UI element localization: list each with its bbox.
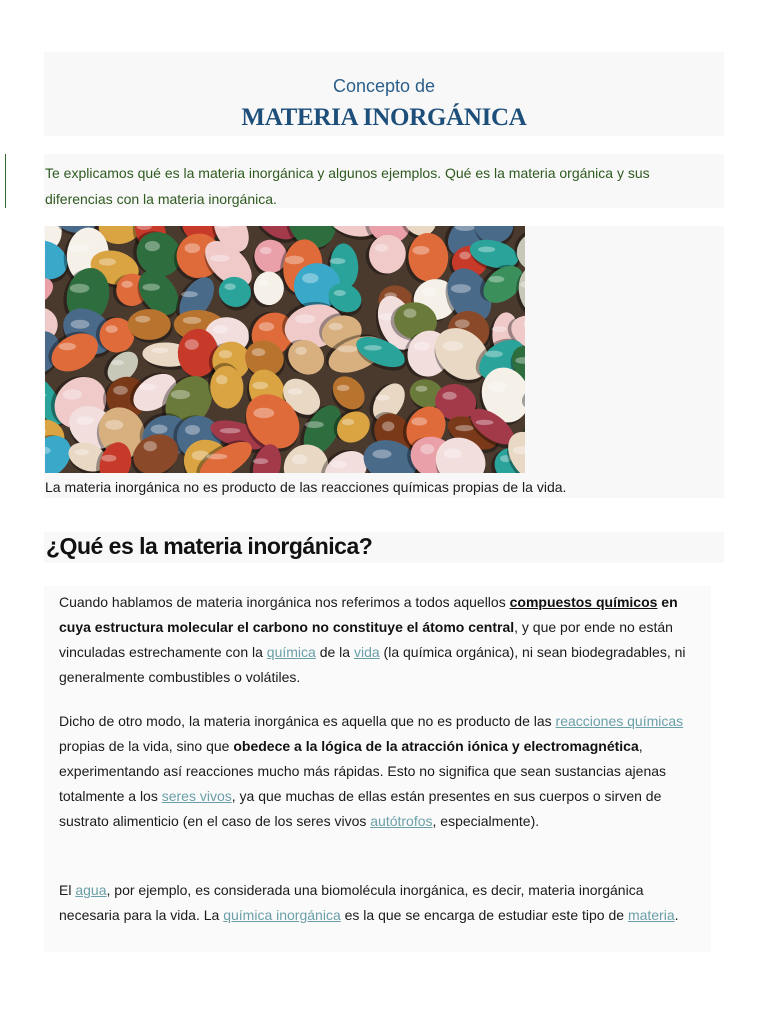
title-panel — [44, 52, 724, 136]
link-agua[interactable]: agua — [75, 882, 107, 898]
bold-text: obedece a la lógica de la atracción iónica y electromagnética — [233, 738, 639, 754]
text: El — [59, 882, 76, 898]
section-heading: ¿Qué es la materia inorgánica? — [46, 533, 373, 559]
paragraph-3 — [59, 878, 707, 928]
text: (la química orgánica), ni sean biodegradables, ni generalmente combustibles o volátiles. — [59, 644, 686, 685]
bold-text: en cuya estructura molecular el carbono no constituye el átomo central — [59, 594, 678, 635]
link-quimica-inorganica[interactable]: química inorgánica — [223, 907, 341, 923]
page-pretitle: Concepto de — [332, 76, 436, 96]
link-reacciones-quimicas[interactable]: reacciones químicas — [555, 713, 684, 729]
paragraph-1 — [59, 590, 707, 690]
link-vida[interactable]: vida — [353, 644, 380, 660]
text: , experimentando así reacciones mucho más rápidas. Esto no significa que sean sustancias ajenas totalmente a los — [59, 738, 667, 804]
stones-photo — [45, 226, 525, 473]
page-title: MATERIA INORGÁNICA — [241, 104, 527, 131]
bold-term: compuestos químicos — [509, 594, 658, 610]
text: Dicho de otro modo, la materia inorgánica es aquella que no es producto de las — [59, 713, 556, 729]
paragraph-2 — [59, 709, 707, 834]
text: de la — [315, 644, 354, 660]
text: , especialmente). — [432, 813, 540, 829]
text: , y que por ende no están vinculadas estrechamente con la — [59, 619, 673, 660]
link-autotrofos[interactable]: autótrofos — [370, 813, 433, 829]
text: . — [674, 907, 679, 923]
stones-image — [45, 226, 525, 473]
text: propias de la vida, sino que — [59, 738, 234, 754]
text: Cuando hablamos de materia inorgánica nos referimos a todos aquellos — [59, 594, 510, 610]
link-seres-vivos[interactable]: seres vivos — [161, 788, 232, 804]
text: , ya que muchas de ellas están presentes en sus cuerpos o sirven de sustrato alimenticio (en el caso de los seres vivos — [59, 788, 662, 829]
text: es la que se encarga de estudiar este tipo de — [340, 907, 628, 923]
link-materia[interactable]: materia — [627, 907, 675, 923]
quote-rule — [5, 154, 6, 208]
text: , por ejemplo, es considerada una biomolécula inorgánica, es decir, materia inorgánica necesaria para la vida. La — [59, 882, 644, 923]
link-quimica[interactable]: química — [266, 644, 316, 660]
intro-summary: Te explicamos qué es la materia inorgánica y algunos ejemplos. Qué es la materia orgánica y sus diferencias con la materia inorgánica. — [45, 165, 650, 207]
figure-caption: La materia inorgánica no es producto de las reacciones químicas propias de la vida. — [45, 479, 567, 495]
